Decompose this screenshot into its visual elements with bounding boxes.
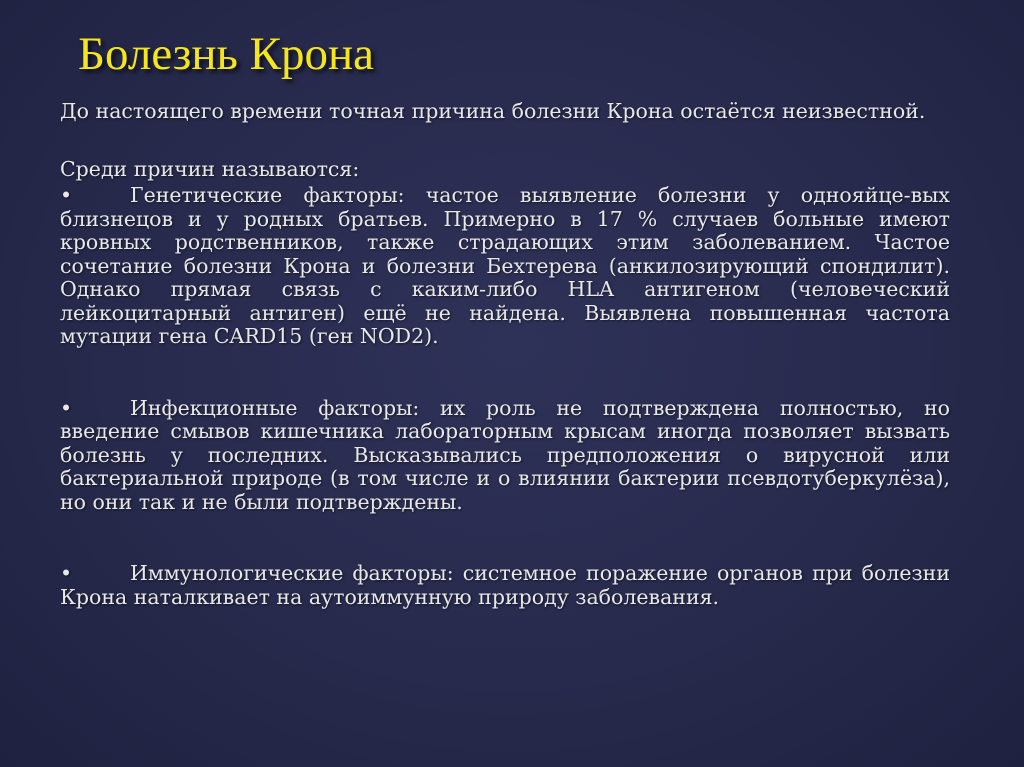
bullet-marker: • xyxy=(60,183,73,207)
bullet-immunological-text: Иммунологические факторы: системное поражение органов при болезни Крона наталкивает на аутоиммунную природу заболевания. xyxy=(60,561,950,609)
slide-body xyxy=(60,100,950,609)
bullet-infectious xyxy=(60,397,950,515)
slide-title: Болезнь Крона xyxy=(78,28,375,80)
bullet-infectious-text: Инфекционные факторы: их роль не подтверждена полностью, но введение смывов кишечника лабораторным крысам иногда позволяет вызвать болезнь у последних. Высказывались предположения о вирусной или бактериальной природе (в том числе и о влиянии бактерии псевдотуберкулёза), но они так и не были подтверждены. xyxy=(60,395,950,514)
bullet-genetic xyxy=(60,184,950,349)
causes-lead: Среди причин называются: xyxy=(60,156,360,181)
intro-paragraph: До настоящего времени точная причина болезни Крона остаётся неизвестной. xyxy=(60,99,926,123)
bullet-marker: • xyxy=(60,395,73,420)
bullet-immunological xyxy=(60,562,950,609)
bullet-marker: • xyxy=(60,561,73,585)
bullet-genetic-text: Генетические факторы: частое выявление болезни у однояйце-вых близнецов и у родных братьев. Примерно в 17 % случаев больные имеют кровных родственников, также страдающих этим заболеванием. Частое сочетание болезни Крона и болезни Бехтерева (анкилозирующий спондилит). Однако прямая связь с каким-либо HLA антигеном (человеческий лейкоцитарный антиген) ещё не найдена. Выявлена повышенная частота мутации гена CARD15 (ген NOD2). xyxy=(60,183,950,348)
